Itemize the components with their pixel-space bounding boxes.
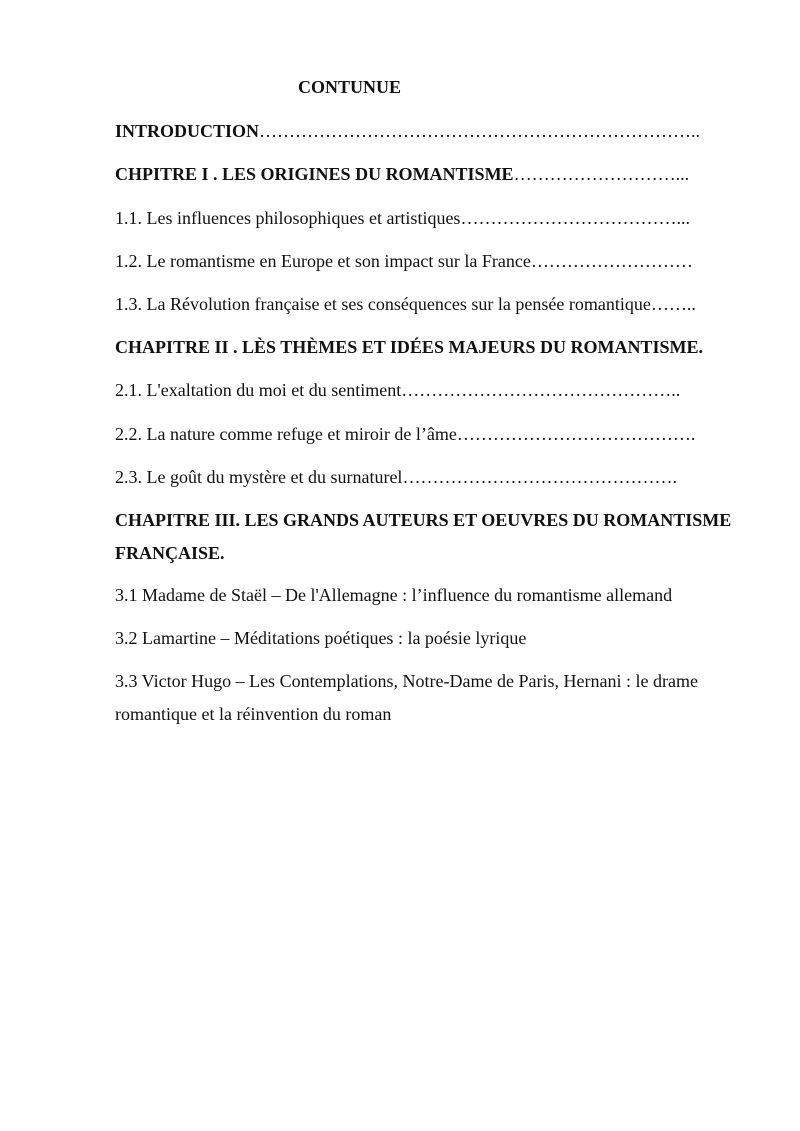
toc-leader-dots: ……………………………………….. [401, 380, 681, 400]
toc-leader-dots: ………………………... [513, 164, 690, 184]
chapter-heading-text: CHPITRE I . LES ORIGINES DU ROMANTISME [115, 164, 514, 184]
toc-leader-dots: …….. [650, 294, 696, 314]
toc-entry-2-3 [115, 466, 677, 488]
toc-leader-dots: ……………………… [530, 251, 693, 271]
toc-leader-dots: ………………………………... [460, 208, 690, 228]
toc-entry-label: INTRODUCTION [115, 121, 260, 141]
toc-leader-dots: …………………………………. [456, 424, 696, 444]
toc-entry-text: 1.1. Les influences philosophiques et artistiques [115, 208, 461, 228]
toc-entry-text: 1.2. Le romantisme en Europe et son impact sur la France [115, 251, 531, 271]
toc-entry-2-1 [115, 379, 680, 401]
toc-entry-3-2: 3.2 Lamartine – Méditations poétiques : la poésie lyrique [115, 628, 527, 648]
toc-entry-3-1: 3.1 Madame de Staël – De l'Allemagne : l’influence du romantisme allemand [115, 585, 673, 605]
toc-entry-2-2 [115, 423, 695, 445]
toc-entry-1-3 [115, 293, 696, 315]
toc-entry-text: 2.2. La nature comme refuge et miroir de l’âme [115, 424, 457, 444]
page-title: CONTUNUE [298, 77, 402, 97]
toc-entry-text: 1.3. La Révolution française et ses conséquences sur la pensée romantique [115, 294, 651, 314]
toc-chapter-3-heading: CHAPITRE III. LES GRANDS AUTEURS ET OEUVRES DU ROMANTISME FRANÇAISE. [115, 510, 732, 563]
toc-chapter-1-heading [115, 163, 689, 185]
toc-entry-1-1 [115, 207, 690, 229]
toc-entry-text: 2.1. L'exaltation du moi et du sentiment [115, 380, 402, 400]
toc-chapter-2-heading: CHAPITRE II . LÈS THÈMES ET IDÉES MAJEURS DU ROMANTISME. [115, 337, 703, 357]
toc-leader-dots: ……………………………………………………………….. [259, 121, 701, 141]
toc-leader-dots: ………………………………………. [402, 467, 677, 487]
toc-entry-3-3: 3.3 Victor Hugo – Les Contemplations, Notre-Dame de Paris, Hernani : le drame romantique et la réinvention du roman [115, 671, 698, 724]
toc-entry-introduction [115, 120, 700, 142]
toc-entry-1-2 [115, 250, 693, 272]
toc-entry-text: 2.3. Le goût du mystère et du surnaturel [115, 467, 403, 487]
